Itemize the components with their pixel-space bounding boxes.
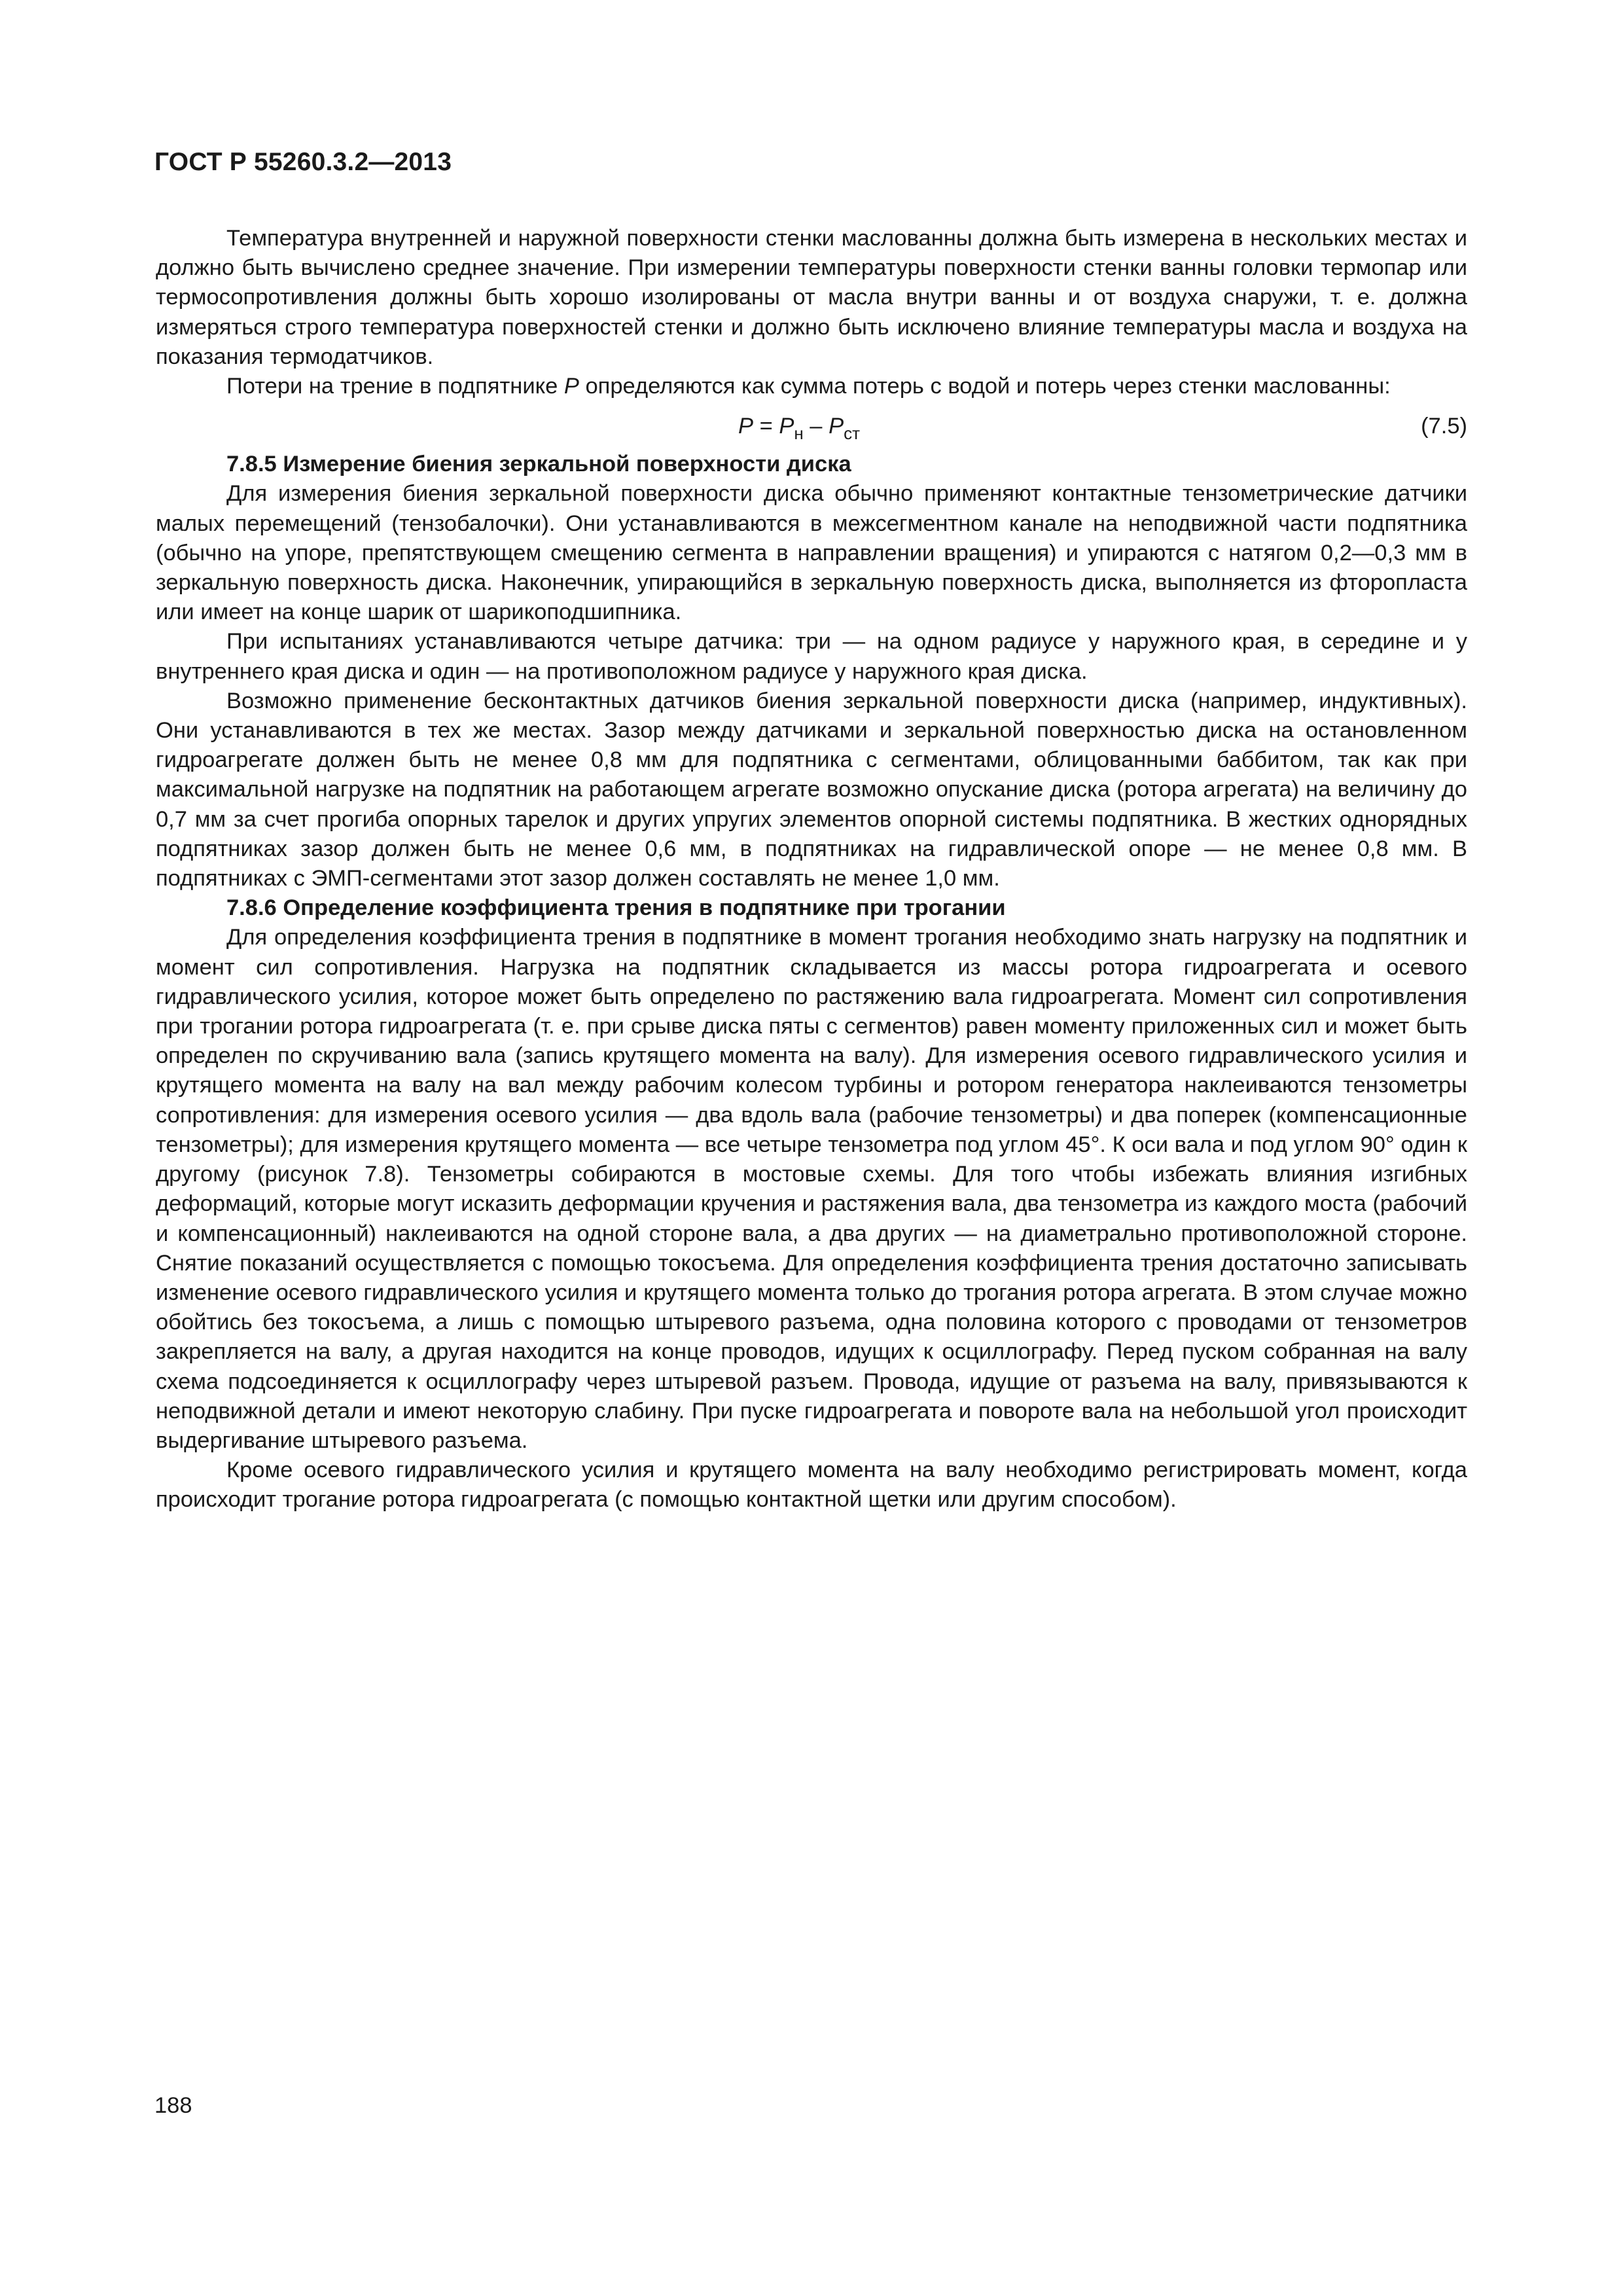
- variable-p: P: [563, 374, 579, 399]
- paragraph-friction-coefficient: Для определения коэффициента трения в подпятнике в момент трогания необходимо знать нагрузку на подпятник и момент сил сопротивления. Нагрузка на подпятник складывается из массы ротора гидроагрегата и осевого гидравлического усилия, которое может быть определено по растяжению вала гидроагрегата. Момент сил сопротивления при трогании ротора гидроагрегата (т. е. при срыве диска пяты с сегментов) равен моменту приложенных сил и может быть определен по скручиванию вала (запись крутящего момента на валу). Для измерения осевого гидравлического усилия и крутящего момента на валу на вал между рабочим колесом турбины и ротором генератора наклеиваются тензометры сопротивления: для измерения осевого усилия — два вдоль вала (рабочие тензометры) и два поперек (компенсационные тензометры); для измерения крутящего момента — все четыре тензометра под углом 45°. К оси вала и под углом 90° один к другому (рисунок 7.8). Тензометры собираются в мостовые схемы. Для того чтобы избежать влияния изгибных деформаций, которые могут исказить деформации кручения и растяжения вала, два тензометра из каждого моста (рабочий и компенсационный) наклеиваются на одной стороне вала, а два других — на диаметрально противоположной стороне. Снятие показаний осуществляется с помощью токосъема. Для определения коэффициента трения достаточно записывать изменение осевого гидравлического усилия и крутящего момента только до трогания ротора агрегата. В этом случае можно обойтись без токосъема, а лишь с помощью штыревого разъема, одна половина которого с проводами от тензометров закрепляется на валу, а другая находится на конце проводов, идущих к осциллографу. Перед пуском собранная на валу схема подсоединяется к осциллографу через штыревой разъем. Провода, идущие от разъема на валу, привязываются к неподвижной детали и имеют некоторую слабину. При пуске гидроагрегата и повороте вала на небольшой угол происходит выдергивание штыревого разъема.: [156, 925, 1467, 1453]
- formula-term-1: P: [779, 414, 794, 439]
- page-number: 188: [154, 2093, 192, 2118]
- formula-term-1-subscript: н: [794, 423, 804, 444]
- formula-term-2: P: [829, 414, 844, 439]
- formula-7-5: [156, 404, 1467, 450]
- formula-lhs: P: [738, 414, 754, 439]
- paragraph-friction-losses: [156, 372, 1467, 401]
- section-heading-7-8-6: 7.8.6 Определение коэффициента трения в подпятнике при трогании: [226, 895, 1006, 921]
- paragraph-contact-sensors: Для измерения биения зеркальной поверхности диска обычно применяют контактные тензометрические датчики малых перемещений (тензобалочки). Они устанавливаются в межсегментном канале на неподвижной части подпятника (обычно на упоре, препятствующем смещению сегмента в направлении вращения) и упираются с натягом 0,2—0,3 мм в зеркальную поверхность диска. Наконечник, упирающийся в зеркальную поверхность диска, выполняется из фторопласта или имеет на конце шарик от шарикоподшипника.: [156, 481, 1467, 625]
- formula-equals: =: [753, 414, 779, 439]
- formula-minus: –: [803, 414, 829, 439]
- paragraph-rotor-start-registration: Кроме осевого гидравлического усилия и крутящего момента на валу необходимо регистрировать момент, когда происходит трогание ротора гидроагрегата (с помощью контактной щетки или другим способом).: [156, 1458, 1467, 1513]
- formula-expression: [738, 412, 860, 448]
- paragraph-four-sensors: При испытаниях устанавливаются четыре датчика: три — на одном радиусе у наружного края, в середине и у внутреннего края диска и один — на противоположном радиусе у наружного края диска.: [156, 629, 1467, 684]
- paragraph-text: Потери на трение в подпятнике: [226, 374, 564, 399]
- formula-term-2-subscript: ст: [844, 423, 861, 444]
- formula-number: (7.5): [1421, 414, 1467, 439]
- paragraph-contactless-sensors: Возможно применение бесконтактных датчиков биения зеркальной поверхности диска (например, индуктивных). Они устанавливаются в тех же местах. Зазор между датчиками и зеркальной поверхностью диска на остановленном гидроагрегате должен быть не менее 0,8 мм для подпятника с сегментами, облицованными баббитом, так как при максимальной нагрузке на подпятник на работающем агрегате возможно опускание диска (ротора агрегата) на величину до 0,7 мм за счет прогиба опорных тарелок и других упругих элементов опорной системы подпятника. В жестких однорядных подпятниках зазор должен быть не менее 0,6 мм, в подпятниках на гидравлической опоре — не менее 0,8 мм. В подпятниках с ЭМП-сегментами этот зазор должен составлять не менее 1,0 мм.: [156, 688, 1467, 891]
- paragraph-oil-bath-temperature: Температура внутренней и наружной поверхности стенки маслованны должна быть измерена в нескольких местах и должно быть вычислено среднее значение. При измерении температуры поверхности стенки ванны головки термопар или термосопротивления должны быть хорошо изолированы от масла внутри ванны и от воздуха снаружи, т. е. должна измеряться строго температура поверхностей стенки и должно быть исключено влияние температуры масла и воздуха на показания термодатчиков.: [156, 226, 1467, 369]
- document-header: ГОСТ Р 55260.3.2—2013: [154, 148, 452, 176]
- section-heading-7-8-5: 7.8.5 Измерение биения зеркальной поверхности диска: [226, 452, 851, 477]
- paragraph-text: определяются как сумма потерь с водой и потерь через стенки маслованны:: [579, 374, 1391, 399]
- page-content: [156, 224, 1467, 1515]
